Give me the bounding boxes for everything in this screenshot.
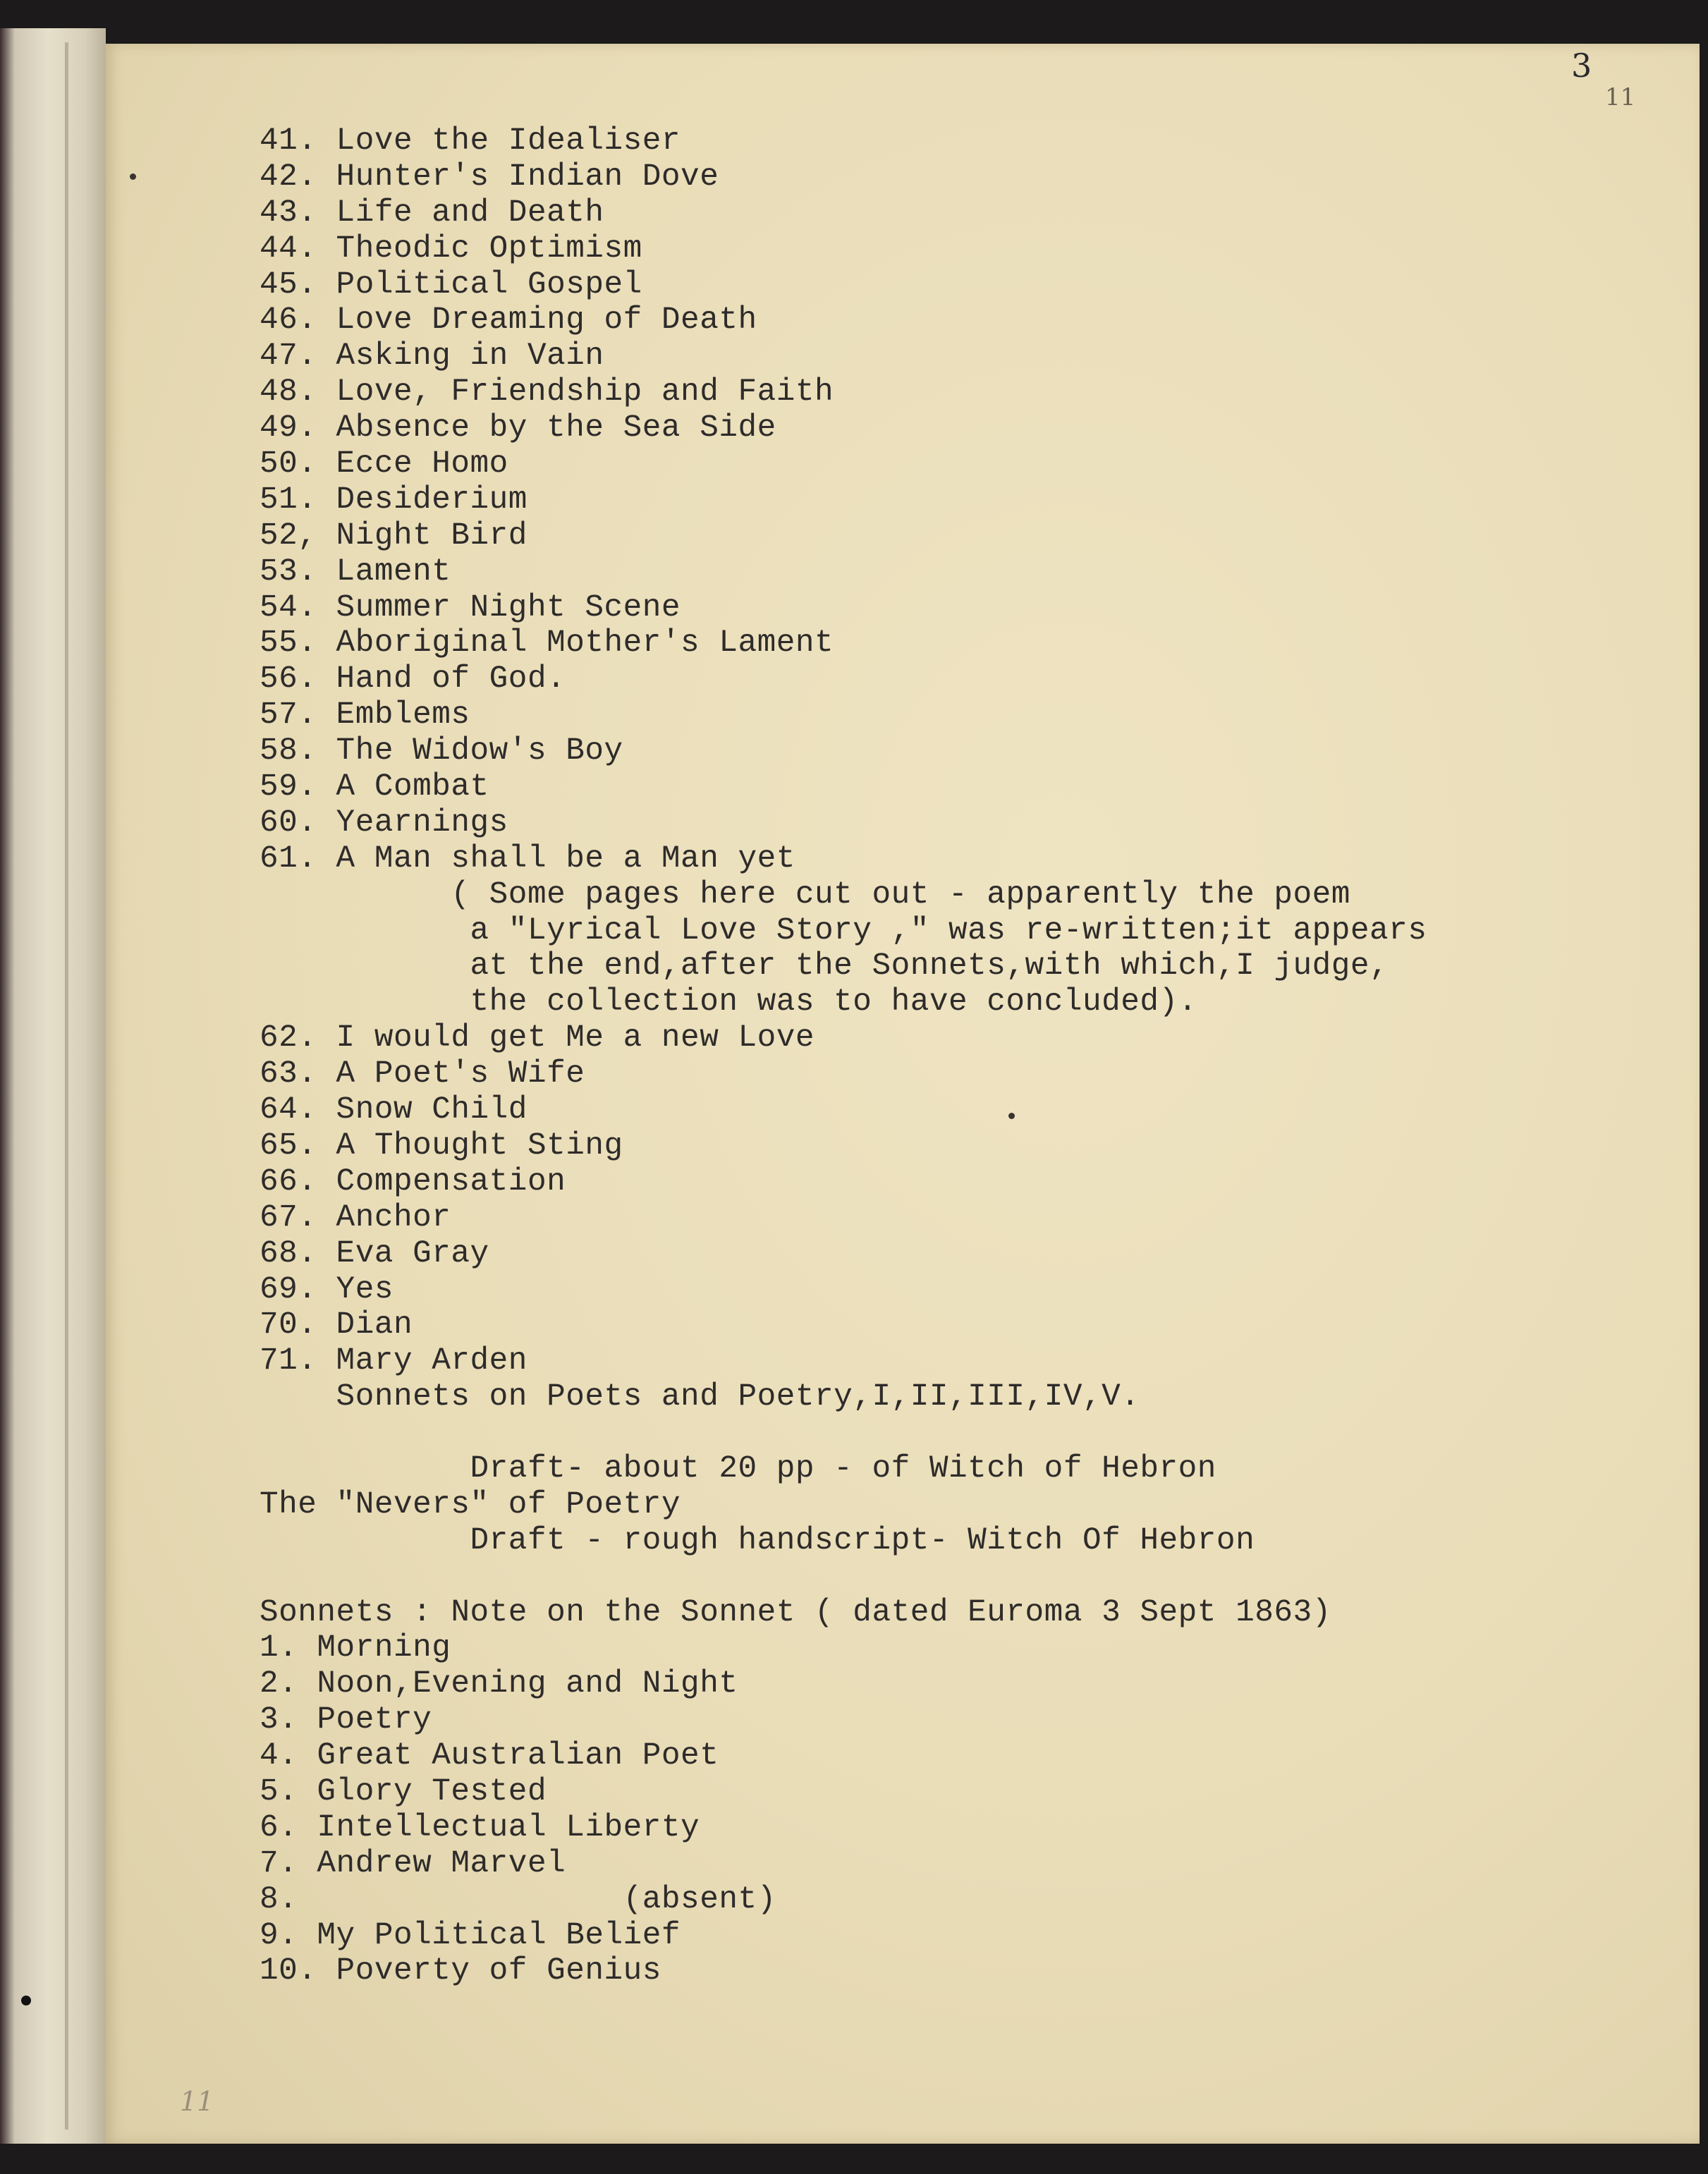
text-line: Draft - rough handscript- Witch Of Hebron bbox=[260, 1522, 1255, 1558]
text-line bbox=[260, 1415, 1427, 1451]
foot-mark: 11 bbox=[180, 2086, 214, 2117]
text-line: 63. A Poet's Wife bbox=[260, 1056, 585, 1092]
text-line: Draft- about 20 pp - of Witch of Hebron bbox=[260, 1451, 1216, 1486]
text-line: 10. Poverty of Genius bbox=[260, 1953, 661, 1989]
text-line: 46. Love Dreaming of Death bbox=[260, 303, 757, 338]
text-line: 53. Lament bbox=[260, 554, 451, 590]
text-line: the collection was to have concluded). bbox=[260, 984, 1197, 1020]
text-line: 6. Intellectual Liberty bbox=[260, 1809, 700, 1845]
text-line: 71. Mary Arden bbox=[260, 1343, 527, 1379]
text-line: 52, Night Bird bbox=[260, 518, 527, 554]
text-line: 44. Theodic Optimism bbox=[260, 231, 642, 267]
book-binding bbox=[0, 28, 106, 2144]
text-line: The "Nevers" of Poetry bbox=[260, 1486, 681, 1522]
text-line: 51. Desiderium bbox=[260, 482, 527, 518]
typed-list bbox=[260, 123, 1427, 1989]
text-line bbox=[260, 1559, 1427, 1595]
text-line: 45. Political Gospel bbox=[260, 267, 642, 303]
text-line: 59. A Combat bbox=[260, 769, 489, 805]
text-line: 47. Asking in Vain bbox=[260, 338, 604, 374]
text-line: 62. I would get Me a new Love bbox=[260, 1020, 815, 1056]
text-line: 58. The Widow's Boy bbox=[260, 733, 623, 769]
ink-speck bbox=[21, 1996, 31, 2005]
text-line: 3. Poetry bbox=[260, 1702, 432, 1738]
binding-edge bbox=[65, 42, 68, 2130]
text-line: 9. My Political Belief bbox=[260, 1917, 681, 1953]
text-line: 2. Noon,Evening and Night bbox=[260, 1666, 738, 1702]
text-line: 55. Aboriginal Mother's Lament bbox=[260, 625, 834, 661]
text-line: 8. (absent) bbox=[260, 1881, 776, 1917]
text-line: 50. Ecce Homo bbox=[260, 446, 508, 482]
ink-speck bbox=[130, 173, 136, 180]
text-line: 61. A Man shall be a Man yet bbox=[260, 841, 795, 877]
text-line: 41. Love the Idealiser bbox=[260, 123, 681, 159]
text-line: 64. Snow Child bbox=[260, 1092, 527, 1128]
text-line: 4. Great Australian Poet bbox=[260, 1738, 719, 1774]
text-line: 57. Emblems bbox=[260, 697, 470, 733]
text-line: 65. A Thought Sting bbox=[260, 1128, 623, 1164]
text-line: 67. Anchor bbox=[260, 1199, 451, 1235]
text-line: 49. Absence by the Sea Side bbox=[260, 410, 776, 446]
text-line: 54. Summer Night Scene bbox=[260, 590, 681, 625]
text-line: 5. Glory Tested bbox=[260, 1773, 547, 1809]
text-line: ( Some pages here cut out - apparently the poem bbox=[260, 877, 1350, 912]
text-line: 56. Hand of God. bbox=[260, 661, 566, 697]
text-line: 7. Andrew Marvel bbox=[260, 1845, 566, 1881]
text-line: a "Lyrical Love Story ," was re-written;it appears bbox=[260, 912, 1427, 948]
text-line: 66. Compensation bbox=[260, 1164, 566, 1199]
text-line: 43. Life and Death bbox=[260, 195, 604, 231]
margin-mark: 11 bbox=[1605, 83, 1636, 111]
text-line: 70. Dian bbox=[260, 1307, 413, 1343]
page-number: 3 bbox=[1571, 47, 1592, 85]
text-line: 60. Yearnings bbox=[260, 805, 508, 841]
text-line: 69. Yes bbox=[260, 1271, 394, 1307]
text-line: 48. Love, Friendship and Faith bbox=[260, 374, 834, 410]
text-line: Sonnets on Poets and Poetry,I,II,III,IV,V. bbox=[260, 1379, 1140, 1415]
text-line: 42. Hunter's Indian Dove bbox=[260, 159, 719, 195]
text-line: Sonnets : Note on the Sonnet ( dated Euroma 3 Sept 1863) bbox=[260, 1594, 1331, 1630]
text-line: 1. Morning bbox=[260, 1630, 451, 1666]
ink-speck bbox=[1008, 1113, 1015, 1119]
text-line: 68. Eva Gray bbox=[260, 1235, 489, 1271]
text-line: at the end,after the Sonnets,with which,I judge, bbox=[260, 948, 1389, 984]
